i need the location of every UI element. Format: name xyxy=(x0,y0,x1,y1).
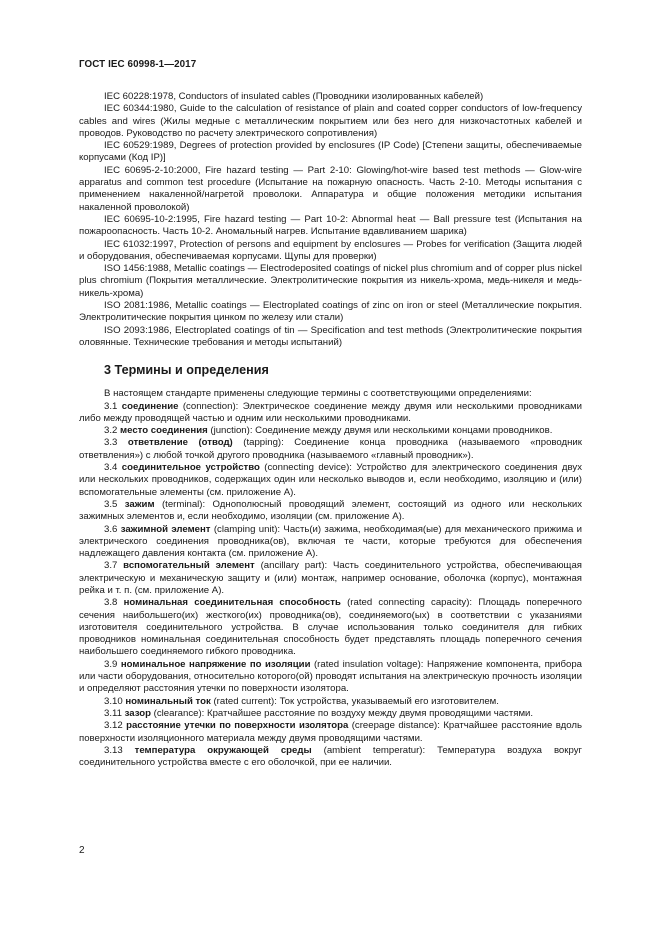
term-definition: (clearance): Кратчайшее расстояние по воздуху между двумя проводящими частями. xyxy=(151,707,534,719)
term-entry xyxy=(79,524,582,561)
page-content xyxy=(79,91,582,769)
term-definition: (connecting device): Устройство для электрического соединения двух или нескольких проводников, содержащих один или несколько выводов и, если необходимо, изоляцию и (или) вспомогательные элементы (см. приложение А). xyxy=(79,462,582,498)
term-name: номинальное напряжение по изоляции xyxy=(120,658,311,670)
term-definition: (rated insulation voltage): Напряжение компонента, прибора или части оборудования, относительно которого(ой) проводят испытания на электрическую прочность изоляции и определяют расстояния утечки по поверхности изолятора. xyxy=(79,658,582,695)
term-name: номинальная соединительная способность xyxy=(123,597,341,609)
term-number: 3.8 xyxy=(104,597,118,609)
term-number: 3.3 xyxy=(104,437,118,449)
term-number: 3.11 xyxy=(104,707,122,719)
reference-item: IEC 60695-10-2:1995, Fire hazard testing — Part 10-2: Abnormal heat — Ball pressure test (Испытания на пожароопасность. Часть 10-2. Аномальный нагрев. Испытание вдавливанием шарика) xyxy=(79,213,582,238)
term-definition: (ambient temperatur): Температура воздуха вокруг соединительного устройства вместе с его оболочкой, при ее наличии. xyxy=(79,744,582,769)
term-entry xyxy=(79,401,582,426)
term-entry xyxy=(79,708,582,720)
term-entry xyxy=(79,499,582,524)
term-name: номинальный ток xyxy=(125,695,211,707)
term-name: зажимной элемент xyxy=(120,523,211,535)
term-name: зазор xyxy=(124,707,151,719)
term-entry xyxy=(79,462,582,499)
term-name: расстояние утечки по поверхности изолятора xyxy=(126,720,349,732)
reference-item: IEC 61032:1997, Protection of persons and equipment by enclosures — Probes for verification (Защита людей и оборудования, обеспечиваемая корпусами. Щупы для проверки) xyxy=(79,238,582,262)
term-number: 3.1 xyxy=(104,400,118,412)
term-number: 3.2 xyxy=(104,425,118,437)
reference-item: IEC 60228:1978, Conductors of insulated cables (Проводники изолированных кабелей) xyxy=(104,91,484,102)
term-name: соединительное устройство xyxy=(121,462,260,474)
term-number: 3.10 xyxy=(104,695,123,707)
term-number: 3.9 xyxy=(104,658,118,670)
term-number: 3.6 xyxy=(104,523,118,535)
term-definition: (rated connecting capacity): Площадь поперечного сечения наибольшего(их) жесткого(их) проводника(ов), соединяемого(ых) в соответствии с указаниями изготовителя соединительного устройства. В случае использования только соединителя для гибких проводников номинальная соединительная способность будет представлять площадь поперечного сечения наибольшего соединяемого гибкого проводника. xyxy=(79,597,582,658)
term-name: ответвление (отвод) xyxy=(127,437,233,449)
term-entry xyxy=(79,659,582,696)
term-number: 3.7 xyxy=(104,560,118,572)
term-entry xyxy=(79,597,582,658)
section-title: 3 Термины и определения xyxy=(104,363,269,378)
page-number: 2 xyxy=(79,845,85,856)
term-name: зажим xyxy=(124,498,155,510)
reference-item: ISO 2081:1986, Metallic coatings — Electroplated coatings of zinc on iron or steel (Металлические покрытия. Электролитические покрытия цинком по железу или стали) xyxy=(79,300,582,324)
reference-item: IEC 60344:1980, Guide to the calculation of resistance of plain and coated copper conductors of low-frequency cables and wires (Жилы медные с металлическим покрытием или без него для низкочастотных кабелей и проводов. Руководство по расчету электрического сопротивления) xyxy=(79,103,582,139)
term-number: 3.13 xyxy=(104,744,123,756)
term-definition: (junction): Соединение между двумя или несколькими концами проводников. xyxy=(207,425,553,437)
term-definition: (terminal): Однополюсный проводящий элемент, состоящий из одного или нескольких зажимных элементов и, если необходимо, изоляции (см. приложение А). xyxy=(79,498,582,523)
term-number: 3.5 xyxy=(104,498,118,510)
term-definition: (clamping unit): Часть(и) зажима, необходимая(ые) для механического прижима и электрического соединения проводника(ов), включая те части, которые требуются для обеспечения надлежащего давления контакта (см. приложение А). xyxy=(79,523,583,560)
term-entry xyxy=(79,437,582,462)
term-entry xyxy=(79,696,582,708)
reference-list xyxy=(79,91,582,349)
term-number: 3.12 xyxy=(104,720,123,732)
term-name: соединение xyxy=(121,400,179,412)
term-definition: (tapping): Соединение конца проводника (называемого «проводник ответвления») с любой точкой другого проводника (называемого «главный проводник»). xyxy=(79,437,582,461)
reference-item: ISO 2093:1986, Electroplated coatings of tin — Specification and test methods (Электролитические покрытия оловянные. Технические требования и методы испытаний) xyxy=(79,324,582,348)
reference-item: IEC 60529:1989, Degrees of protection provided by enclosures (IP Code) [Степени защиты, обеспечиваемые корпусами (Код IP)] xyxy=(79,140,582,164)
term-list xyxy=(79,401,582,770)
term-name: место соединения xyxy=(120,425,208,437)
term-entry xyxy=(79,720,582,745)
term-definition: (rated current): Ток устройства, указываемый его изготовителем. xyxy=(210,695,499,707)
section-intro: В настоящем стандарте применены следующие термины с соответствующими определениями: xyxy=(104,388,532,400)
term-entry xyxy=(79,745,582,770)
reference-item: ISO 1456:1988, Metallic coatings — Electrodeposited coatings of nickel plus chromium and of copper plus nickel plus chromium (Покрытия металлические. Электролитические покрытия из никель-хрома, медь-никеля и медь-никель-хрома) xyxy=(79,263,582,299)
term-definition: (connection): Электрическое соединение между двумя или несколькими проводниками либо между проводящей частью и одним или несколькими проводниками. xyxy=(79,400,582,424)
term-entry xyxy=(79,560,582,597)
term-definition: (ancillary part): Часть соединительного устройства, обеспечивающая электрическую и механическую защиту и (или) монтаж, например основание, оболочка (корпус), монтажная рейка и т. п. (см. приложение А). xyxy=(79,560,582,596)
term-number: 3.4 xyxy=(104,462,118,474)
document-header: ГОСТ IEC 60998-1—2017 xyxy=(79,59,197,70)
term-name: температура окружающей среды xyxy=(134,744,312,756)
reference-item: IEC 60695-2-10:2000, Fire hazard testing — Part 2-10: Glowing/hot-wire based test methods — Glow-wire apparatus and common test procedure (Испытание на пожарную опасность. Часть 2-10. Методы испытания с применением накаленной/нагретой проволоки. Аппаратура и общие положения методики испытания накаленной проволокой) xyxy=(79,164,582,213)
term-name: вспомогательный элемент xyxy=(123,560,255,572)
term-entry xyxy=(79,425,582,437)
term-definition: (creepage distance): Кратчайшее расстояние вдоль поверхности изоляционного материала между двумя проводящими частями. xyxy=(79,720,582,744)
